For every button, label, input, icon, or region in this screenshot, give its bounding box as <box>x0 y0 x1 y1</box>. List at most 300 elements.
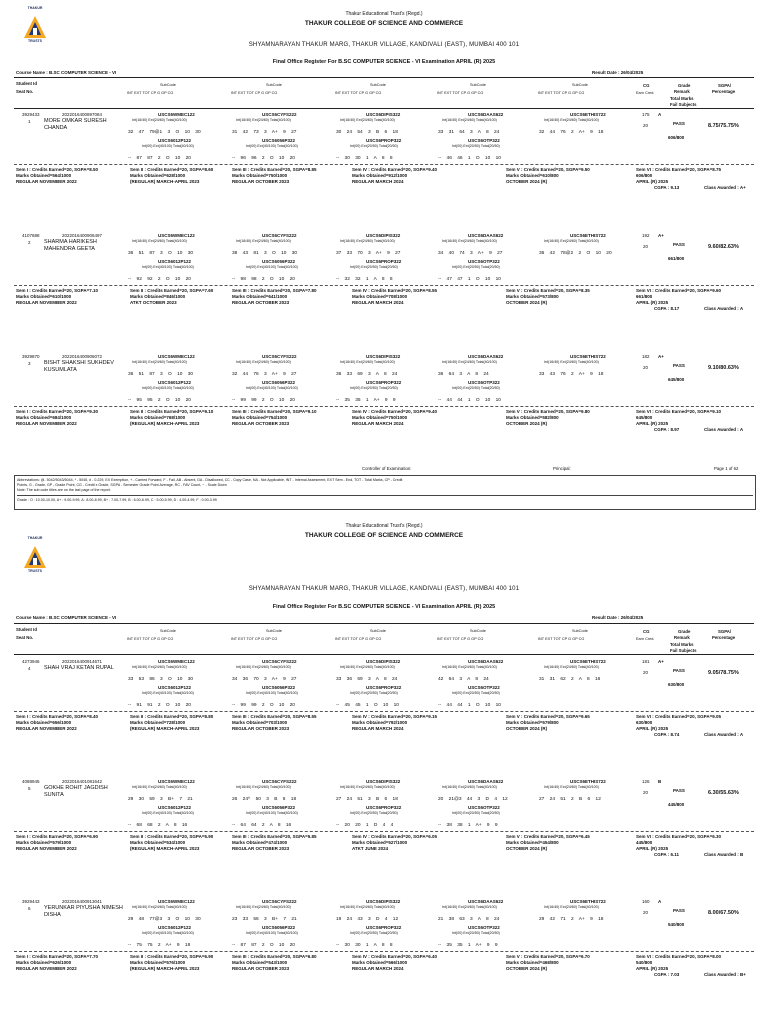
semester-exam: REGULAR NOVEMBER 2022 <box>16 421 77 426</box>
semester-summary: Sem IV : Credits Earned=20, SGPA=6.40 <box>352 954 437 959</box>
semester-exam: APRIL (R) 2025 <box>636 726 669 731</box>
practical-marks: -- 30 30 1 A 8 8 <box>336 943 393 948</box>
sgpa-header: SGPA/ <box>718 83 732 88</box>
grade-header: Grade <box>678 83 691 88</box>
semester-exam: REGULAR OCTOBER 2023 <box>232 300 290 305</box>
practical-marks-legend: Int(00) Ext(20/50) Total(20/50) <box>452 811 500 815</box>
semester-summary: Sem III : Credits Earned=20, SGPA=8.55 <box>232 714 317 719</box>
cg-header: CG <box>643 629 650 634</box>
student-prn: 2022016400906072 <box>62 354 103 359</box>
total-marks: 606/800 <box>668 135 685 140</box>
semester-exam: REGULAR NOVEMBER 2022 <box>16 966 77 971</box>
college-name: THAKUR COLLEGE OF SCIENCE AND COMMERCE <box>304 532 464 539</box>
semester-marks: Marks Obtained=582/800 <box>506 415 559 420</box>
sgpa-percentage: 9.60/82.63% <box>708 244 739 250</box>
subject-marks: 32 44 76 3 A+ 9 27 <box>232 372 297 377</box>
page-number: Page 1 of 62 <box>714 466 739 471</box>
student-prn: 2022016400897084 <box>62 112 103 117</box>
practical-marks-legend: Int(00) Ext(20/50) Total(20/50) <box>452 386 500 390</box>
abbreviations-line2: Points, G - Grade, GP - Grade Point, CG - Credit x Grade, SGPA - Semester Grade Point Average, RC - FAV Count, ~ - Scale Down <box>17 483 227 487</box>
semester-summary: Sem I : Credits Earned=20, SGPA=7.70 <box>16 954 98 959</box>
semester-summary: Sem II : Credits Earned=20, SGPA=7.60 <box>130 288 214 293</box>
practical-code: USCS6OTP322 <box>468 805 500 810</box>
header-rule <box>14 77 754 78</box>
register-page-2 <box>0 512 768 1024</box>
practical-marks: -- 44 44 1 O 10 10 <box>438 703 501 708</box>
semester-marks: Marks Obtained=573/800 <box>506 294 559 299</box>
semester-summary: Sem V : Credits Earned=20, SGPA=9.80 <box>506 409 590 414</box>
earned-credits: 20 <box>643 244 649 249</box>
semester-exam: OCTOBER 2024 (R) <box>506 966 548 971</box>
semester-summary: Sem VI : Credits Earned=20, SGPA=6.30 <box>636 834 721 839</box>
practical-code: USCS6056P322 <box>262 685 296 690</box>
subject-marks-legend: Int(16/40) Ext(24/60) Total(40/100) <box>442 905 497 909</box>
subject-marks: 37 33 70 3 A+ 9 27 <box>336 251 401 256</box>
semester-marks: Marks Obtained=628/1000 <box>130 173 186 178</box>
subject-marks: 42 64 3 A 8 24 <box>438 677 489 682</box>
semester-exam: OCTOBER 2024 (R) <box>506 726 548 731</box>
practical-marks-legend: Int(00) Ext(40/100) Total(40/100) <box>246 931 298 935</box>
logo-emblem-icon <box>23 15 47 39</box>
practical-marks: -- 98 98 2 O 10 20 <box>232 277 295 282</box>
practical-code: USCS6PROP322 <box>366 259 402 264</box>
subject-marks-legend: Int(16/40) Ext(24/60) Total(40/100) <box>132 118 187 122</box>
practical-marks: -- 35 35 1 A+ 9 9 <box>336 398 396 403</box>
columns-header: INT EXT TOT CP G GP CG <box>538 91 585 95</box>
student-name: MORE OMKAR SURESH <box>44 118 107 124</box>
student-id: 4107688 <box>22 233 40 238</box>
student-prn: 2022016400914671 <box>62 659 103 664</box>
subject-marks: 23 33 56 3 B+ 7 21 <box>232 917 297 922</box>
sgpa-percentage: 9.05/78.75% <box>708 670 739 676</box>
subject-marks-legend: Int(16/40) Ext(24/60) Total(40/100) <box>236 360 291 364</box>
earned-credits: 20 <box>643 910 649 915</box>
student-id-header: Student Id <box>16 81 38 86</box>
semester-summary: Sem III : Credits Earned=20, SGPA=7.80 <box>232 288 317 293</box>
dashed-divider <box>14 406 754 407</box>
semester-marks: Marks Obtained=474/1000 <box>232 840 288 845</box>
semester-marks: Marks Obtained=579/1000 <box>16 840 72 845</box>
subject-marks-legend: Int(16/40) Ext(24/60) Total(40/100) <box>132 785 187 789</box>
subject-code: USCS6DIPIS322 <box>366 899 401 904</box>
semester-marks: Marks Obtained=543/1000 <box>232 960 288 965</box>
semester-summary: Sem VI : Credits Earned=20, SGPA=8.75 <box>636 167 721 172</box>
subject-marks: 33 53 86 3 O 10 30 <box>128 677 194 682</box>
remark-header: Remark <box>674 635 690 640</box>
semester-marks: Marks Obtained=684/1000 <box>16 415 72 420</box>
subject-marks: 36 51 87 3 O 10 30 <box>128 372 194 377</box>
semester-marks: Marks Obtained=564/1000 <box>16 173 72 178</box>
semester-summary: Sem II : Credits Earned=20, SGPA=8.60 <box>130 167 214 172</box>
practical-marks-legend: Int(00) Ext(40/100) Total(40/100) <box>142 265 194 269</box>
result-remark: PASS <box>673 363 685 368</box>
college-logo <box>18 536 52 574</box>
practical-marks-legend: Int(00) Ext(20/50) Total(20/50) <box>452 691 500 695</box>
semester-summary: Sem II : Credits Earned=20, SGPA=6.90 <box>130 954 214 959</box>
student-prn: 2022016400913041 <box>62 899 103 904</box>
grade-header: Grade <box>678 629 691 634</box>
cg-header: CG <box>643 83 650 88</box>
subject-code: USCS6CYFS222 <box>262 899 297 904</box>
practical-code: USCS6PROP322 <box>366 685 402 690</box>
semester-summary: Sem I : Credits Earned=20, SGPA=8.40 <box>16 714 98 719</box>
student-name-cont: DISHA <box>44 912 61 918</box>
cgpa: CGPA : 8.74 <box>654 732 680 737</box>
seat-no-header: Seat No. <box>16 89 34 94</box>
practical-marks: -- 35 35 1 A+ 9 9 <box>438 943 498 948</box>
semester-exam: (REGULAR) MARCH-APRIL 2023 <box>130 179 200 184</box>
subject-code: USCS6ETHIS722 <box>570 112 606 117</box>
remark-header: Remark <box>674 89 690 94</box>
trust-name: Thakur Educational Trust's (Regd.) <box>345 11 423 17</box>
cgpa: CGPA : 9.13 <box>654 185 680 190</box>
header-rule <box>14 108 754 109</box>
subject-marks: 32 47 79@1 3 O 10 30 <box>128 130 201 135</box>
columns-header: INT EXT TOT CP G GP CG <box>231 91 278 95</box>
student-id: 4273946 <box>22 659 40 664</box>
sgpa-percentage: 8.75/75.75% <box>708 123 739 129</box>
practical-marks-legend: Int(00) Ext(40/100) Total(40/100) <box>142 931 194 935</box>
columns-header: INT EXT TOT CP G GP CG <box>127 637 174 641</box>
semester-summary: Sem VI : Credits Earned=20, SGPA=9.60 <box>636 288 721 293</box>
overall-grade: A <box>658 112 662 117</box>
subject-marks-legend: Int(16/40) Ext(24/60) Total(40/100) <box>236 665 291 669</box>
overall-grade: A+ <box>658 659 664 664</box>
subject-marks-legend: Int(16/40) Ext(24/60) Total(40/100) <box>442 665 497 669</box>
student-name-cont: MAHENDRA GEETA <box>44 246 95 252</box>
subject-marks: 29 42 71 2 A+ 9 18 <box>539 917 604 922</box>
practical-marks: -- 47 47 1 O 10 10 <box>438 277 501 282</box>
subject-marks: 19 24 43 3 D 4 12 <box>336 917 399 922</box>
abbreviations-note: Note: The sub code titles are on the last page of the report. <box>17 488 111 492</box>
dashed-divider <box>14 711 754 712</box>
subject-marks-legend: Int(16/40) Ext(24/60) Total(40/100) <box>442 360 497 364</box>
columns-header: INT EXT TOT CP G GP CG <box>437 91 484 95</box>
semester-exam: OCTOBER 2024 (R) <box>506 300 548 305</box>
class-awarded: Class Awarded : A <box>704 732 744 737</box>
semester-exam: OCTOBER 2024 (R) <box>506 179 548 184</box>
practical-marks-legend: Int(00) Ext(40/100) Total(40/100) <box>246 265 298 269</box>
practical-marks: -- 32 32 1 A 8 8 <box>336 277 393 282</box>
student-id-header: Student Id <box>16 627 38 632</box>
semester-exam: REGULAR MARCH 2024 <box>352 300 404 305</box>
semester-exam: REGULAR OCTOBER 2023 <box>232 179 290 184</box>
subject-marks-legend: Int(16/40) Ext(24/60) Total(40/100) <box>544 360 599 364</box>
semester-exam: REGULAR MARCH 2024 <box>352 179 404 184</box>
practical-marks-legend: Int(00) Ext(20/50) Total(20/50) <box>452 931 500 935</box>
semester-marks: Marks Obtained=754/1000 <box>232 415 288 420</box>
subject-marks: 33 31 64 3 A 8 24 <box>438 130 500 135</box>
subject-marks: 26 24^ 50 3 B 6 18 <box>232 797 297 802</box>
result-remark: PASS <box>673 242 685 247</box>
practical-code: USCS6PROP322 <box>366 805 402 810</box>
practical-code: USCS6012P122 <box>158 380 192 385</box>
practical-marks-legend: Int(00) Ext(40/100) Total(40/100) <box>246 691 298 695</box>
subject-marks-legend: Int(16/40) Ext(24/60) Total(40/100) <box>340 785 395 789</box>
subject-marks-legend: Int(16/40) Ext(24/60) Total(40/100) <box>544 118 599 122</box>
logo-emblem-icon <box>23 545 47 569</box>
student-prn: 2022016401081642 <box>62 779 103 784</box>
subject-marks-legend: Int(16/40) Ext(24/60) Total(40/100) <box>236 785 291 789</box>
practical-marks-legend: Int(00) Ext(20/50) Total(20/50) <box>350 386 398 390</box>
earn-cred-header: Earn Cred. <box>636 637 655 641</box>
course-name: Course Name : B.SC COMPUTER SCIENCE - VI <box>16 70 117 75</box>
practical-code: USCS6PROP322 <box>366 380 402 385</box>
total-marks: 445/800 <box>668 802 685 807</box>
semester-exam: REGULAR NOVEMBER 2022 <box>16 179 77 184</box>
semester-summary: Sem V : Credits Earned=20, SGPA=9.50 <box>506 167 590 172</box>
credit-points: 126 <box>642 779 650 784</box>
practical-marks: -- 38 38 1 A+ 9 9 <box>438 823 498 828</box>
subject-marks: 36 42 78@2 2 O 10 20 <box>539 251 612 256</box>
semester-marks: Marks Obtained=566/1000 <box>352 960 408 965</box>
logo-bottom-text: TRUSTS <box>28 39 42 43</box>
total-marks-header: Total Marks <box>670 642 694 647</box>
subject-marks-legend: Int(16/40) Ext(24/60) Total(40/100) <box>442 118 497 122</box>
subject-code: USCS6DAAS622 <box>468 354 504 359</box>
register-title: Final Office Register For B.SC COMPUTER SCIENCE - VI Examination APRIL (R) 2025 <box>272 59 496 65</box>
practical-marks-legend: Int(00) Ext(40/100) Total(40/100) <box>142 144 194 148</box>
seat-number: 4 <box>28 666 31 671</box>
subject-code: USCS6WMEC122 <box>158 112 195 117</box>
subject-marks-legend: Int(16/40) Ext(24/60) Total(40/100) <box>544 905 599 909</box>
subject-code: USCS6DIPIS322 <box>366 112 401 117</box>
result-date: Result Date : 26/04/2025 <box>592 70 644 75</box>
semester-summary: Sem IV : Credits Earned=20, SGPA=6.05 <box>352 834 437 839</box>
dashed-divider <box>14 951 754 952</box>
subject-marks-legend: Int(16/40) Ext(24/60) Total(40/100) <box>340 665 395 669</box>
logo-bottom-text: TRUSTS <box>28 569 42 573</box>
columns-header: INT EXT TOT CP G GP CG <box>335 637 382 641</box>
subject-marks-legend: Int(16/40) Ext(24/60) Total(40/100) <box>544 239 599 243</box>
subcode-header: SubCode <box>470 83 486 87</box>
practical-code: USCS6012P122 <box>158 805 192 810</box>
semester-marks: Marks Obtained=750/1000 <box>352 415 408 420</box>
semester-exam: (REGULAR) MARCH-APRIL 2023 <box>130 966 200 971</box>
subject-marks: 27 24 51 3 B 6 18 <box>336 797 398 802</box>
semester-exam: APRIL (R) 2025 <box>636 300 669 305</box>
semester-summary: Sem VI : Credits Earned=20, SGPA=8.00 <box>636 954 721 959</box>
semester-marks: 606/800 <box>636 173 653 178</box>
semester-exam: OCTOBER 2024 (R) <box>506 846 548 851</box>
subject-marks-legend: Int(16/40) Ext(24/60) Total(40/100) <box>132 665 187 669</box>
sgpa-percentage: 9.10/80.63% <box>708 365 739 371</box>
subject-code: USCS6DAAS622 <box>468 899 504 904</box>
subject-code: USCS6ETHIS722 <box>570 899 606 904</box>
result-remark: PASS <box>673 668 685 673</box>
subject-code: USCS6CYFS222 <box>262 779 297 784</box>
overall-grade: A+ <box>658 233 664 238</box>
semester-marks: Marks Obtained=579/800 <box>506 720 559 725</box>
semester-summary: Sem II : Credits Earned=20, SGPA=9.10 <box>130 409 214 414</box>
semester-marks: Marks Obtained=703/1000 <box>232 720 288 725</box>
practical-code: USCS6PROP322 <box>366 138 402 143</box>
result-date: Result Date : 26/04/2025 <box>592 615 644 620</box>
practical-code: USCS6OTP322 <box>468 685 500 690</box>
semester-exam: APRIL (R) 2025 <box>636 179 669 184</box>
student-name: YERUNKAR PIYUSHA NIMESH <box>44 905 123 911</box>
credit-points: 160 <box>642 899 650 904</box>
semester-marks: Marks Obtained=610/1000 <box>16 294 72 299</box>
semester-summary: Sem III : Credits Earned=20, SGPA=6.80 <box>232 954 317 959</box>
result-remark: PASS <box>673 908 685 913</box>
practical-marks: -- 68 68 2 A 8 16 <box>128 823 188 828</box>
percentage-header: Percentage <box>712 635 736 640</box>
subcode-header: SubCode <box>470 629 486 633</box>
practical-marks-legend: Int(00) Ext(40/100) Total(40/100) <box>142 386 194 390</box>
semester-exam: OCTOBER 2024 (R) <box>506 421 548 426</box>
columns-header: INT EXT TOT CP G GP CG <box>335 91 382 95</box>
semester-exam: REGULAR MARCH 2024 <box>352 421 404 426</box>
semester-summary: Sem I : Credits Earned=20, SGPA=6.90 <box>16 834 98 839</box>
student-id: 3929443 <box>22 899 40 904</box>
result-remark: PASS <box>673 121 685 126</box>
subject-marks-legend: Int(16/40) Ext(24/60) Total(40/100) <box>544 785 599 789</box>
subject-marks: 31 42 73 3 A+ 9 27 <box>232 130 297 135</box>
seat-no-header: Seat No. <box>16 635 34 640</box>
practical-code: USCS6056P322 <box>262 925 296 930</box>
practical-marks: -- 45 45 1 O 10 10 <box>336 703 399 708</box>
practical-marks: -- 44 44 1 O 10 10 <box>438 398 501 403</box>
practical-code: USCS6012P122 <box>158 685 192 690</box>
subject-code: USCS6DIPIS322 <box>366 233 401 238</box>
semester-marks: Marks Obtained=641/1000 <box>232 294 288 299</box>
columns-header: INT EXT TOT CP G GP CG <box>437 637 484 641</box>
practical-marks-legend: Int(00) Ext(40/100) Total(40/100) <box>246 386 298 390</box>
semester-marks: Marks Obtained=708/1000 <box>352 294 408 299</box>
subcode-header: SubCode <box>370 83 386 87</box>
college-name: THAKUR COLLEGE OF SCIENCE AND COMMERCE <box>304 20 464 27</box>
subject-marks-legend: Int(16/40) Ext(24/60) Total(40/100) <box>132 239 187 243</box>
semester-summary: Sem VI : Credits Earned=20, SGPA=9.10 <box>636 409 721 414</box>
subject-marks-legend: Int(16/40) Ext(24/60) Total(40/100) <box>442 239 497 243</box>
subcode-header: SubCode <box>370 629 386 633</box>
semester-summary: Sem VI : Credits Earned=20, SGPA=9.05 <box>636 714 721 719</box>
class-awarded: Class Awarded : B <box>704 852 744 857</box>
practical-code: USCS6056P322 <box>262 380 296 385</box>
semester-exam: APRIL (R) 2025 <box>636 846 669 851</box>
student-name: SHARMA HARIKESH <box>44 239 97 245</box>
practical-marks-legend: Int(00) Ext(20/50) Total(20/50) <box>452 144 500 148</box>
semester-marks: Marks Obtained=768/1000 <box>130 415 186 420</box>
class-awarded: Class Awarded : B+ <box>704 972 746 977</box>
columns-header: INT EXT TOT CP G GP CG <box>538 637 585 641</box>
semester-marks: Marks Obtained=468/800 <box>506 960 559 965</box>
semester-summary: Sem IV : Credits Earned=20, SGPA=9.40 <box>352 167 437 172</box>
student-prn: 2022016400906497 <box>62 233 103 238</box>
practical-marks-legend: Int(00) Ext(20/50) Total(20/50) <box>350 931 398 935</box>
subject-marks-legend: Int(16/40) Ext(24/60) Total(40/100) <box>340 360 395 364</box>
subject-code: USCS6DIPIS322 <box>366 354 401 359</box>
practical-marks-legend: Int(00) Ext(20/50) Total(20/50) <box>350 144 398 148</box>
semester-exam: REGULAR OCTOBER 2023 <box>232 846 290 851</box>
subject-code: USCS6ETHIS722 <box>570 659 606 664</box>
subject-code: USCS6WMEC122 <box>158 899 195 904</box>
seat-number: 3 <box>28 361 31 366</box>
semester-summary: Sem V : Credits Earned=20, SGPA=9.65 <box>506 714 590 719</box>
subject-marks: 29 30 59 3 B+ 7 21 <box>128 797 193 802</box>
subject-marks: 31 31 62 2 A 8 16 <box>539 677 601 682</box>
student-id: 3929870 <box>22 354 40 359</box>
semester-marks: Marks Obtained=626/1000 <box>16 960 72 965</box>
practical-code: USCS6OTP322 <box>468 380 500 385</box>
cgpa: CGPA : 8.17 <box>654 306 680 311</box>
student-name: SHAH VRAJ KETAN RUPAL <box>44 665 114 671</box>
practical-marks-legend: Int(00) Ext(40/100) Total(40/100) <box>246 811 298 815</box>
semester-exam: REGULAR OCTOBER 2023 <box>232 726 290 731</box>
semester-exam: REGULAR OCTOBER 2023 <box>232 421 290 426</box>
header-rule <box>14 654 754 655</box>
student-name-cont: KUSUMLATA <box>44 367 77 373</box>
subject-marks: 30 24 54 3 B 6 18 <box>336 130 398 135</box>
semester-exam: REGULAR NOVEMBER 2022 <box>16 726 77 731</box>
practical-marks-legend: Int(00) Ext(40/100) Total(40/100) <box>142 691 194 695</box>
subject-marks: 32 44 76 2 A+ 9 18 <box>539 130 604 135</box>
practical-code: USCS6OTP322 <box>468 259 500 264</box>
college-address: SHYAMNARAYAN THAKUR MARG, THAKUR VILLAGE, KANDIVALI (EAST), MUMBAI 400 101 <box>248 586 520 592</box>
total-marks-header: Total Marks <box>670 96 694 101</box>
practical-marks: -- 75 75 2 A+ 9 18 <box>128 943 191 948</box>
subject-code: USCS6DAAS622 <box>468 779 504 784</box>
credit-points: 181 <box>642 659 650 664</box>
semester-summary: Sem III : Credits Earned=20, SGPA=9.10 <box>232 409 317 414</box>
practical-marks: -- 46 46 1 O 10 10 <box>438 156 501 161</box>
semester-marks: Marks Obtained=454/800 <box>506 840 559 845</box>
subject-marks: 29 48 77@3 3 O 10 30 <box>128 917 201 922</box>
semester-exam: REGULAR NOVEMBER 2022 <box>16 846 77 851</box>
semester-exam: REGULAR OCTOBER 2023 <box>232 966 290 971</box>
fail-subjects-header: Fail Subjects <box>670 648 697 653</box>
subject-code: USCS6ETHIS722 <box>570 354 606 359</box>
cgpa: CGPA : 6.11 <box>654 852 680 857</box>
subject-marks: 36 51 87 3 O 10 30 <box>128 251 194 256</box>
total-marks: 540/800 <box>668 922 685 927</box>
dashed-divider <box>14 164 754 165</box>
subject-marks: 33 43 76 2 A+ 9 18 <box>539 372 604 377</box>
register-title: Final Office Register For B.SC COMPUTER SCIENCE - VI Examination APRIL (R) 2025 <box>272 604 496 610</box>
subject-code: USCS6ETHIS722 <box>570 779 606 784</box>
semester-summary: Sem IV : Credits Earned=20, SGPA=9.40 <box>352 409 437 414</box>
course-name: Course Name : B.SC COMPUTER SCIENCE - VI <box>16 615 117 620</box>
subject-marks: 34 36 70 3 A+ 9 27 <box>232 677 297 682</box>
fail-subjects-header: Fail Subjects <box>670 102 697 107</box>
seat-number: 2 <box>28 240 31 245</box>
student-id: 4088945 <box>22 779 40 784</box>
practical-marks: -- 20 20 1 D 4 4 <box>336 823 394 828</box>
semester-exam: REGULAR MARCH 2024 <box>352 966 404 971</box>
subject-code: USCS6DAAS622 <box>468 233 504 238</box>
credit-points: 182 <box>642 354 650 359</box>
logo-top-text: THAKUR <box>27 6 43 10</box>
subcode-header: SubCode <box>160 83 176 87</box>
principal-label: Principal: <box>553 466 571 471</box>
total-marks: 630/800 <box>668 682 685 687</box>
abbreviations-line1: Abbreviations: @- 5042/5043/5044, * - 5045, # - 0.229, EX Exemption, + - Carried Forward, F - Fail, AB - Absent, DA - Disallowed, CC - Copy Case, NA - Not Applicable, INT - Internal Assesment, EXT Sem - End, TOT - Total Marks, CP - Credit <box>17 478 403 482</box>
cgpa: CGPA : 7.03 <box>654 972 680 977</box>
subject-marks: 21 38 63 3 A 8 24 <box>438 917 500 922</box>
semester-exam: ATKT JUNE 2024 <box>352 846 389 851</box>
semester-summary: Sem I : Credits Earned=20, SGPA=7.10 <box>16 288 98 293</box>
semester-summary: Sem III : Credits Earned=20, SGPA=5.85 <box>232 834 317 839</box>
subject-code: USCS6ETHIS722 <box>570 233 606 238</box>
semester-exam: APRIL (R) 2025 <box>636 421 669 426</box>
cgpa: CGPA : 8.97 <box>654 427 680 432</box>
earned-credits: 20 <box>643 670 649 675</box>
semester-marks: Marks Obtained=728/1000 <box>130 720 186 725</box>
semester-marks: 540/800 <box>636 960 653 965</box>
practical-code: USCS6OTP322 <box>468 138 500 143</box>
practical-marks-legend: Int(00) Ext(20/50) Total(20/50) <box>350 811 398 815</box>
